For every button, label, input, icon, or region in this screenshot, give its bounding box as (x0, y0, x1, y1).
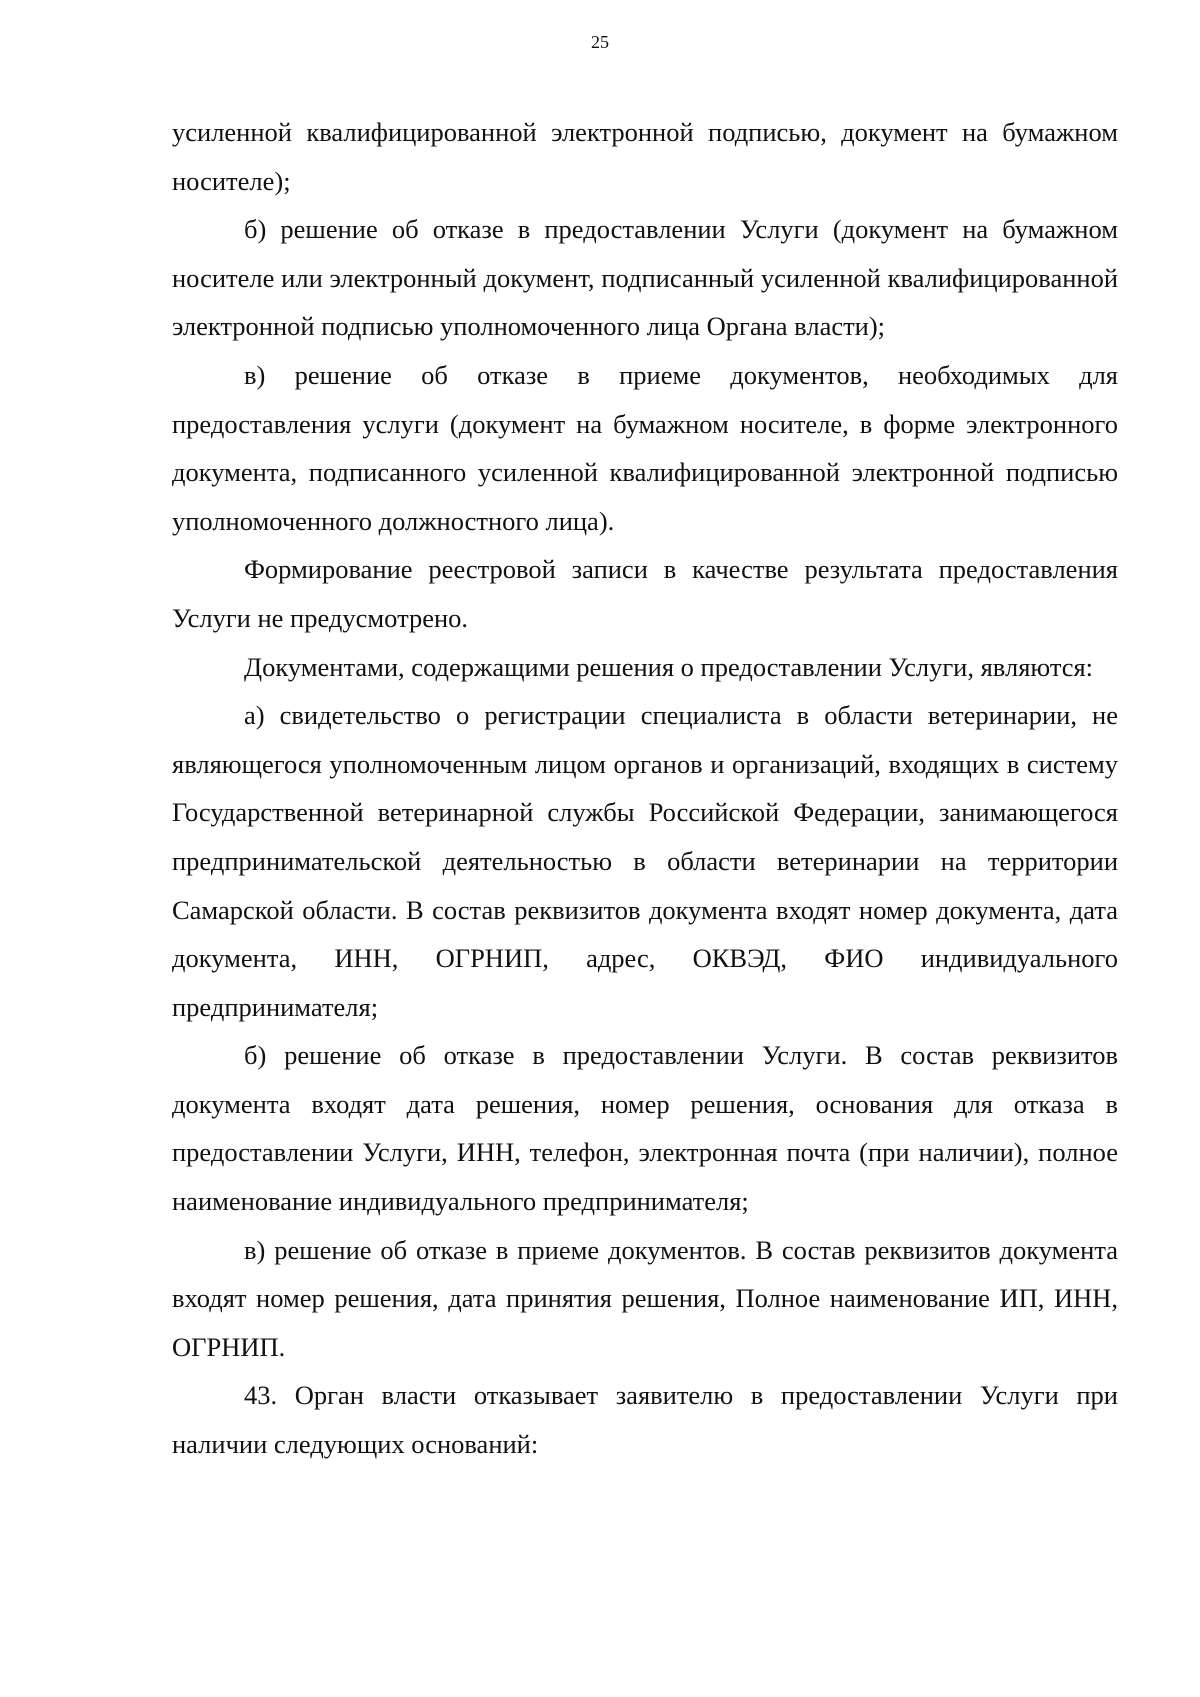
paragraph-item-a-certificate: а) свидетельство о регистрации специалиста в области ветеринарии, не являющегося уполномоченным лицом органов и организаций, входящих в систему Государственной ветеринарной службы Российской Федерации, занимающегося предпринимательской деятельностью в области ветеринарии на территории Самарской области. В состав реквизитов документа входят номер документа, дата документа, ИНН, ОГРНИП, адрес, ОКВЭД, ФИО индивидуального предпринимателя; (172, 700, 1118, 1022)
paragraph-item-b-refusal-details: б) решение об отказе в предоставлении Услуги. В состав реквизитов документа входят дата решения, номер решения, основания для отказа в предоставлении Услуги, ИНН, телефон, электронная почта (при наличии), полное наименование индивидуального предпринимателя; (172, 1040, 1118, 1217)
paragraph-item-v-refusal-documents: в) решение об отказе в приеме документов, необходимых для предоставления услуги (документ на бумажном носителе, в форме электронного документа, подписанного усиленной квалифицированной электронной подписью уполномоченного должностного лица). (172, 359, 1118, 536)
document-body (172, 108, 1118, 1469)
page-number: 25 (591, 32, 609, 52)
paragraph-continuation: усиленной квалифицированной электронной подписью, документ на бумажном носителе); (172, 117, 1118, 196)
paragraph-decision-documents: Документами, содержащими решения о предоставлении Услуги, являются: (244, 651, 1094, 682)
paragraph-item-b-refusal: б) решение об отказе в предоставлении Услуги (документ на бумажном носителе или электронный документ, подписанный усиленной квалифицированной электронной подписью уполномоченного лица Органа власти); (172, 214, 1118, 342)
paragraph-43-grounds: 43. Орган власти отказывает заявителю в предоставлении Услуги при наличии следующих оснований: (172, 1380, 1118, 1460)
paragraph-item-v-refusal-details: в) решение об отказе в приеме документов. В состав реквизитов документа входят номер решения, дата принятия решения, Полное наименование ИП, ИНН, ОГРНИП. (172, 1234, 1118, 1362)
paragraph-registry-record: Формирование реестровой записи в качестве результата предоставления Услуги не предусмотрено. (172, 554, 1118, 633)
